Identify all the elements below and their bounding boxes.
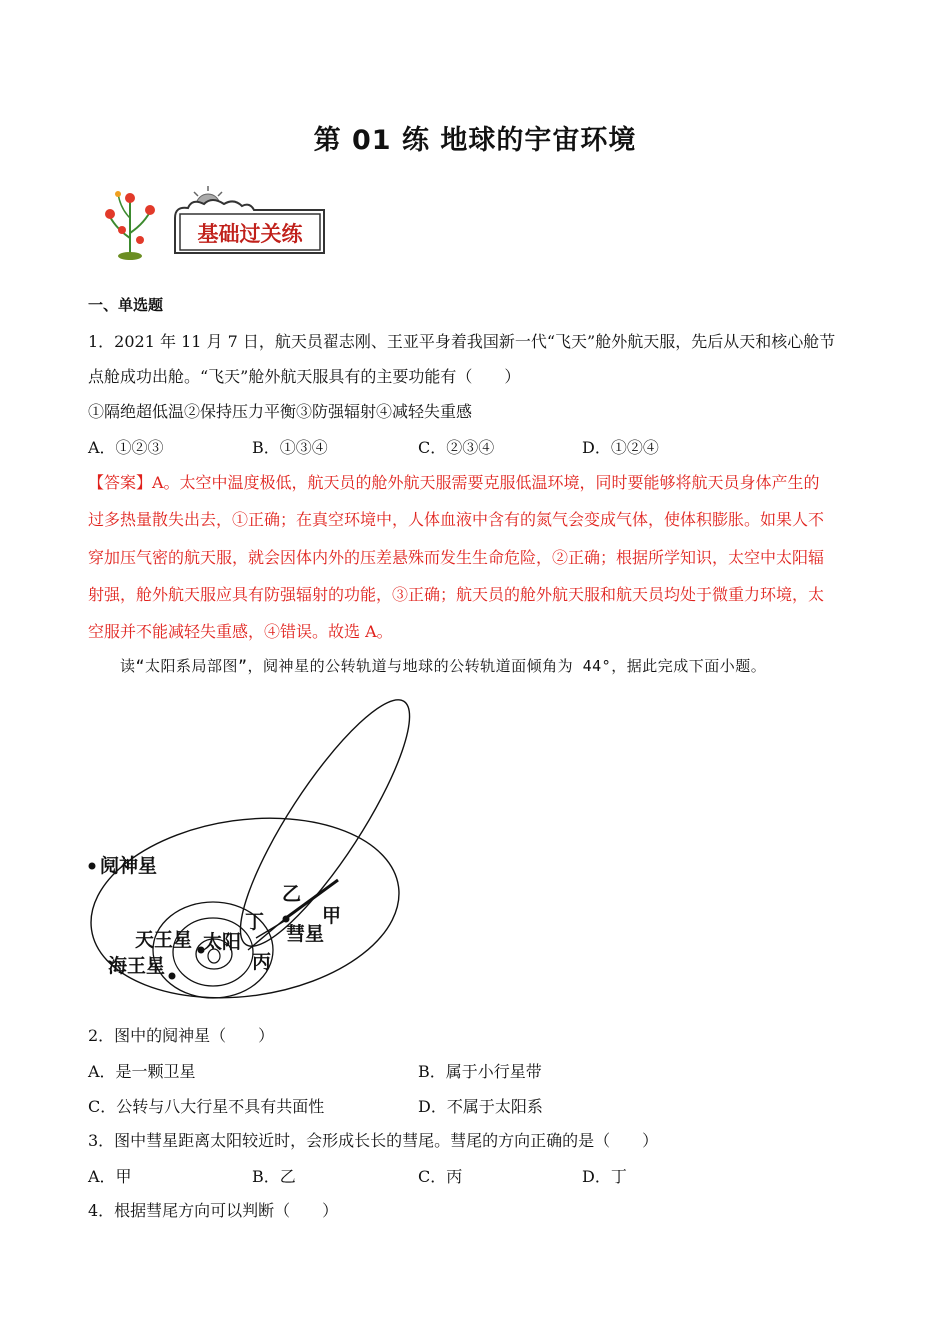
q2-stem: 2．图中的阋神星（ ） [88,1026,275,1045]
page-title: 第 01 练 地球的宇宙环境 [313,125,637,156]
diagram-caption: 读“太阳系局部图”，阋神星的公转轨道与地球的公转轨道面倾角为 44°，据此完成下面小题。 [120,657,767,675]
q2-option-b[interactable]: B．属于小行星带 [418,1062,542,1081]
section-badge [100,178,330,260]
flower-icon [105,191,155,260]
q1-statements: ①隔绝超低温②保持压力平衡③防强辐射④减轻失重感 [88,402,473,421]
label-eris: 阋神星 [100,855,158,877]
q1-option-b[interactable]: B．①③④ [252,438,328,457]
q3-option-b[interactable]: B．乙 [252,1167,296,1186]
q1-option-a[interactable]: A．①②③ [88,438,164,457]
q3-option-a[interactable]: A．甲 [88,1167,132,1186]
solar-system-diagram [80,688,460,1008]
q2-option-a[interactable]: A．是一颗卫星 [88,1062,196,1081]
q1-answer-line4: 射强，舱外航天服应具有防强辐射的功能，③正确；航天员的舱外航天服和航天员均处于微重力环境，太 [88,585,825,604]
q4-stem: 4．根据彗尾方向可以判断（ ） [88,1201,339,1220]
q2-option-d[interactable]: D．不属于太阳系 [418,1097,543,1116]
label-ding: 丁 [245,911,265,933]
comet-dot [283,916,290,923]
q1-answer-line2: 过多热量散失出去，①正确；在真空环境中，人体血液中含有的氮气会变成气体，使体积膨胀。如果人不 [88,510,825,529]
q3-stem: 3．图中彗星距离太阳较近时，会形成长长的彗尾。彗尾的方向正确的是（ ） [88,1131,659,1150]
q2-option-c[interactable]: C．公转与八大行星不具有共面性 [88,1097,325,1116]
label-bing: 丙 [252,951,272,973]
label-jia: 甲 [322,905,342,927]
neptune-dot [169,973,176,980]
q1-stem-line1: 1．2021 年 11 月 7 日，航天员翟志刚、王亚平身着我国新一代“飞天”舱外航天服，先后从天和核心舱节 [88,332,836,351]
label-neptune: 海王星 [108,955,166,977]
label-sun: 太阳 [203,931,242,953]
q3-option-d[interactable]: D．丁 [582,1167,627,1186]
q1-option-c[interactable]: C．②③④ [418,438,495,457]
q1-option-d[interactable]: D．①②④ [582,438,659,457]
q1-answer-line5: 空服并不能减轻失重感，④错误。故选 A。 [88,622,393,641]
q3-option-c[interactable]: C．丙 [418,1167,463,1186]
q1-answer-line3: 穿加压气密的航天服，就会因体内外的压差悬殊而发生生命危险，②正确；根据所学知识，太空中太阳辐 [88,548,825,567]
q1-stem-line2: 点舱成功出舱。“飞天”舱外航天服具有的主要功能有（ ） [88,367,521,386]
q1-answer-line1: 【答案】A。太空中温度极低，航天员的舱外航天服需要克服低温环境，同时要能够将航天员身体产生的 [88,473,820,492]
eris-dot [89,863,96,870]
label-comet: 彗星 [286,923,325,945]
label-uranus: 天王星 [135,929,193,951]
label-yi: 乙 [282,883,302,905]
badge-text: 基础过关练 [197,222,303,246]
section-heading: 一、单选题 [88,296,164,314]
